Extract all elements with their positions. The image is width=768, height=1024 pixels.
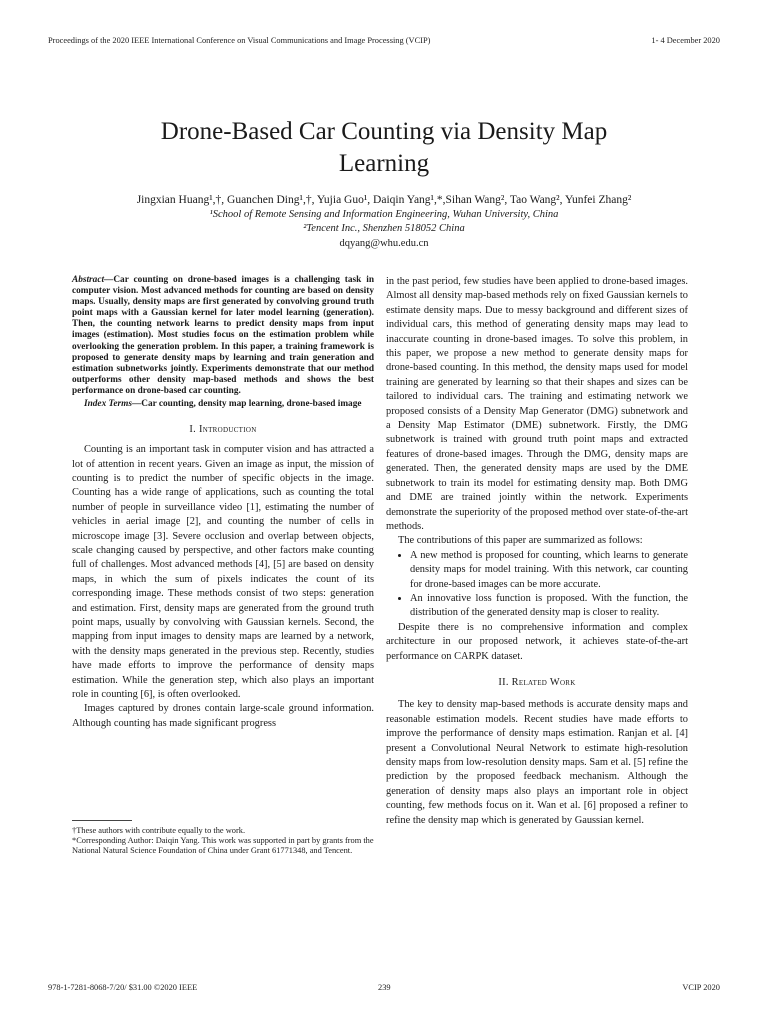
footnotes: [72, 826, 374, 856]
index-terms-text: Car counting, density map learning, drone-based image: [141, 399, 362, 410]
section-heading-related-work: [386, 676, 688, 690]
affiliation-2: ²Tencent Inc., Shenzhen 518052 China: [303, 223, 465, 234]
index-terms-label: Index Terms—: [84, 399, 142, 410]
right-column: [386, 275, 688, 828]
paragraph: The key to density map-based methods is accurate density maps and reasonable estimation models. Recent studies have made efforts to improve the performance of density maps estimation. Ranjan et al. [4] present a Convolutional Neural Network to estimate high-resolution density maps from low-resolution density maps. Sam et al. [5] refine the prediction by the proposed feedback mechanism. Although the generation of density maps also plays an important role in object counting, few methods focus on it. Wan et al. [6] proposed a refiner to refine the density map which is generated by Gaussian kernel.: [386, 699, 688, 826]
paragraph: The contributions of this paper are summarized as follows:: [398, 535, 643, 547]
paper-title: [0, 116, 768, 180]
contact-email: dqyang@whu.edu.cn: [339, 238, 429, 249]
abstract-text: Car counting on drone-based images is a challenging task in computer vision. Most advanced methods for counting are based on density maps. Usually, density maps are first generated by convolving ground truth point maps with a Gaussian kernel for later model learning (generation). Then, the counting network learns to predict density maps from input images (estimation). Most studies focus on the estimation problem while overlooking the generation problem. In this paper, a training framework is proposed to generate density maps by learning and train generation and estimation subnetworks jointly. Experiments demonstrate that our method outperforms other density map-based methods and shows the best performance on drone-based car counting.: [72, 275, 374, 396]
section-title: Related Work: [511, 676, 576, 688]
author-list: Jingxian Huang¹,†, Guanchen Ding¹,†, Yujia Guo¹, Daiqin Yang¹,*,Sihan Wang², Tao Wang², Yunfei Zhang²: [136, 194, 632, 206]
paragraph: in the past period, few studies have been applied to drone-based images. Almost all density map-based methods rely on fixed Gaussian kernels to estimate density maps. Due to messy background and different sizes of individual cars, this method of generating density maps may lead to inaccurate counting in drone-based images. To solve this problem, in this paper, we propose a new method to generate density maps for drone-based counting. In this method, the density maps used for model training are generated by learning so that their shapes and sizes can be tailored to individual cars. The training and estimating network we proposed consists of a Density Map Generator (DMG) subnetwork and a Density Map Estimator (DME) subnetwork. Firstly, the DMG subnetwork is trained with ground truth point maps and extracted features of drone-based images. Through the DMG, density maps are generated. Then, the generated density maps are used by the DME subnetwork to train its model for estimating density map. Both DMG and DME are trained jointly within the network. Experiments demonstrate the superiority of the proposed method over state-of-the-art methods.: [386, 276, 688, 532]
paragraph: Counting is an important task in computer vision and has attracted a lot of attention in recent years. Given an image as input, the mission of counting is to predict the number of specific objects in the image. Counting has a wide range of applications, such as counting the total number of people in surveillance video [1], estimating the number of vehicles in aerial image [2], and counting the number of cells in microscope image [3]. Severe occlusion and overlap between objects, scale changing caused by perspective, and other factors make counting full of challenges. Most advanced methods [4], [5] are based on density maps, in which the sum of pixels indicates the count of its corresponding image. These methods consist of two steps: generation and estimation. First, density maps are generated from the ground truth point maps, usually by convolving with Gaussian kernels. Second, the mapping from input images to density maps are learned by a network, with the density maps generated in the previous step. Recently, studies have made efforts to improve the performance of density maps estimation. While the generation step, which also plays an important role in counting [6], is often overlooked.: [72, 444, 374, 701]
footnote-equal-contribution: †These authors with contribute equally to the work.: [72, 826, 246, 835]
paper-title-line-2: Learning: [338, 150, 430, 177]
paper-title-line-1: Drone-Based Car Counting via Density Map: [160, 118, 608, 145]
running-header-date: 1- 4 December 2020: [651, 36, 720, 45]
section-heading-introduction: [72, 424, 374, 435]
footer-copyright: 978-1-7281-8068-7/20/ $31.00 ©2020 IEEE: [48, 983, 198, 992]
introduction-body: [72, 443, 374, 731]
paragraph: Images captured by drones contain large-scale ground information. Although counting has made significant progress: [72, 703, 374, 729]
paragraph: Despite there is no comprehensive information and complex architecture in our proposed network, it achieves state-of-the-art performance on CARPK dataset.: [386, 621, 688, 662]
affiliation-1: ¹School of Remote Sensing and Information Engineering, Wuhan University, China: [209, 209, 559, 220]
section-numeral: I.: [189, 424, 197, 436]
index-terms: [72, 399, 374, 410]
running-header: Proceedings of the 2020 IEEE International Conference on Visual Communications and Image Processing (VCIP): [48, 36, 431, 45]
page-number: 239: [378, 983, 391, 992]
list-item: • A new method is proposed for counting, which learns to generate density maps for model training. With this network, car counting for drone-based images can be more accurate.: [410, 549, 688, 592]
footnote-rule: [72, 820, 132, 821]
list-item: • An innovative loss function is proposed. With the function, the distribution of the generated density map is closer to reality.: [410, 592, 688, 621]
footnote-corresponding-author: *Corresponding Author: Daiqin Yang. This work was supported in part by grants from the National Natural Science Foundation of China under Grant 61771348, and Tencent.: [72, 836, 374, 855]
section-title: Introduction: [198, 424, 257, 436]
contributions-list: [386, 549, 688, 621]
abstract: [72, 275, 374, 397]
abstract-label: Abstract—: [72, 275, 114, 285]
footer-venue: VCIP 2020: [682, 983, 720, 992]
section-numeral: II.: [498, 676, 509, 688]
left-column: [72, 275, 374, 731]
